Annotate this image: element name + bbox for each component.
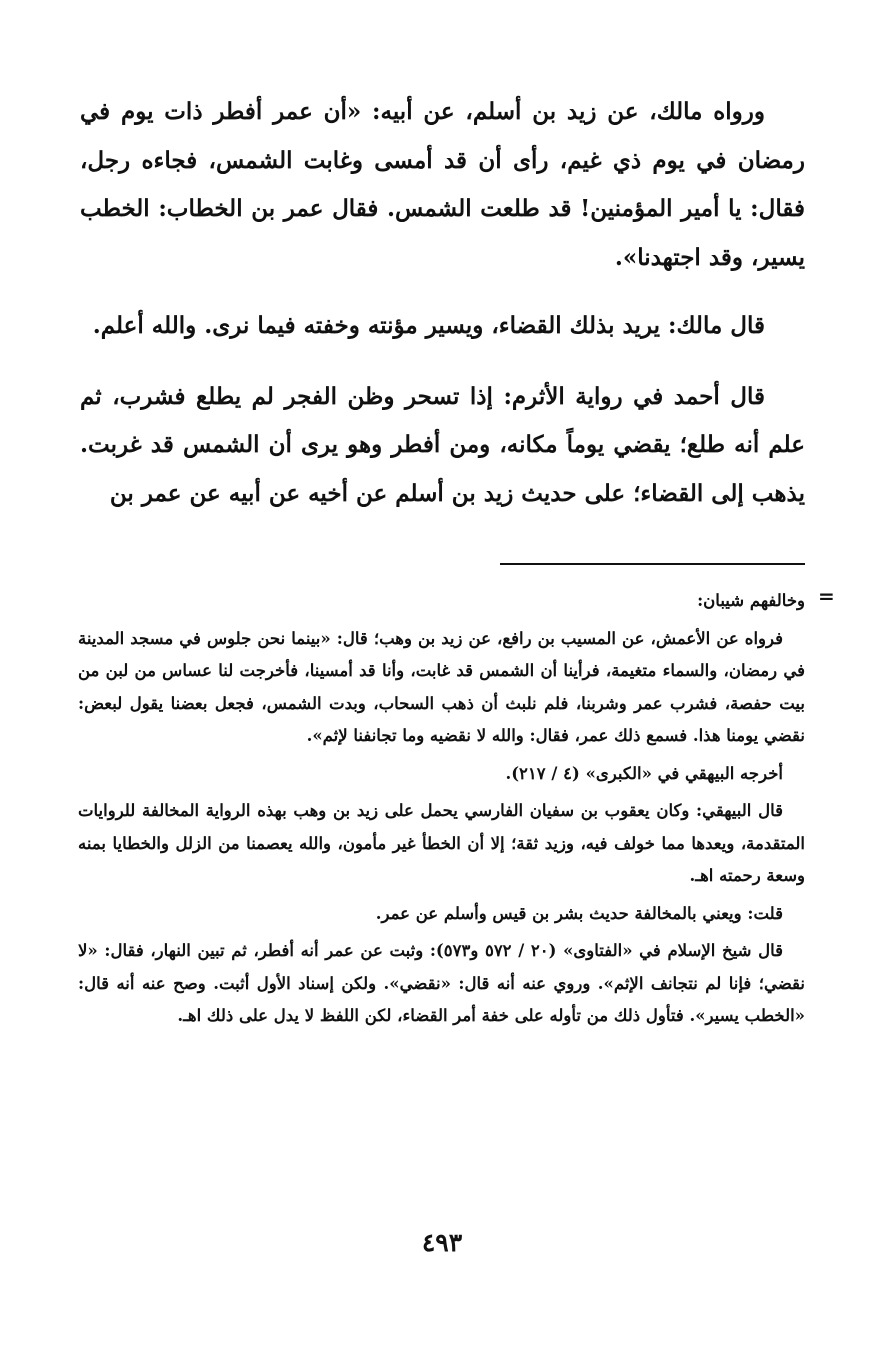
footnotes-block [78, 585, 805, 1038]
main-paragraph-3: قال أحمد في رواية الأثرم: إذا تسحر وظن الفجر لم يطلع فشرب، ثم علم أنه طلع؛ يقضي يوماً مكانه، ومن أفطر وهو يرى أن الشمس قد غربت. يذهب إلى القضاء؛ على حديث زيد بن أسلم عن أخيه عن أبيه عن عمر بن [80, 382, 805, 507]
main-text-block [80, 88, 805, 540]
footnote-paragraph-6: قال شيخ الإسلام في «الفتاوى» (٢٠ / ٥٧٢ و٥٧٣): وثبت عن عمر أنه أفطر، ثم تبين النهار، فقال: «لا نقضي؛ فإنا لم نتجانف الإثم». وروي عنه أنه قال: «نقضي». ولكن إسناد الأول أثبت. وصح عنه أنه قال: «الخطب يسير». فتأول ذلك من تأوله على خفة أمر القضاء، لكن اللفظ لا يدل على ذلك اهـ. [78, 941, 805, 1025]
footnote-continuation-mark: = [818, 584, 835, 608]
footnote-paragraph-1: وخالفهم شيبان: [697, 591, 805, 610]
main-paragraph-1: ورواه مالك، عن زيد بن أسلم، عن أبيه: «أن عمر أفطر ذات يوم في رمضان في يوم ذي غيم، رأى أن قد أمسى وغابت الشمس، فجاءه رجل، فقال: يا أمير المؤمنين! قد طلعت الشمس. فقال عمر بن الخطاب: الخطب يسير، وقد اجتهدنا». [80, 98, 805, 271]
footnote-paragraph-5: قلت: ويعني بالمخالفة حديث بشر بن قيس وأسلم عن عمر. [375, 903, 783, 923]
main-paragraph-2: قال مالك: يريد بذلك القضاء، ويسير مؤنته وخفته فيما نرى. والله أعلم. [92, 312, 765, 339]
footnote-separator-line [500, 563, 805, 565]
page-number: ٤٩٣ [421, 1228, 463, 1257]
footnote-paragraph-4: قال البيهقي: وكان يعقوب بن سفيان الفارسي يحمل على زيد بن وهب بهذه الرواية المخالفة للروايات المتقدمة، ويعدها مما خولف فيه، وزيد ثقة؛ إلا أن الخطأ غير مأمون، والله يعصمنا من الزلل والخطايا بمنه وسعة رحمته اهـ. [78, 801, 805, 885]
footnote-paragraph-3: أخرجه البيهقي في «الكبرى» (٤ / ٢١٧). [505, 763, 783, 783]
footnote-paragraph-2: فرواه عن الأعمش، عن المسيب بن رافع، عن زيد بن وهب؛ قال: «بينما نحن جلوس في مسجد المدينة في رمضان، والسماء متغيمة، فرأينا أن الشمس قد غابت، وأنا قد أمسينا، فأخرجت لنا عساس من لبن من بيت حفصة، فشرب عمر وشربنا، فلم نلبث أن ذهب السحاب، وبدت الشمس، فجعل بعضنا يقول لبعض: نقضي يومنا هذا. فسمع ذلك عمر، فقال: والله لا نقضيه وما تجانفنا لإثم». [78, 628, 805, 745]
